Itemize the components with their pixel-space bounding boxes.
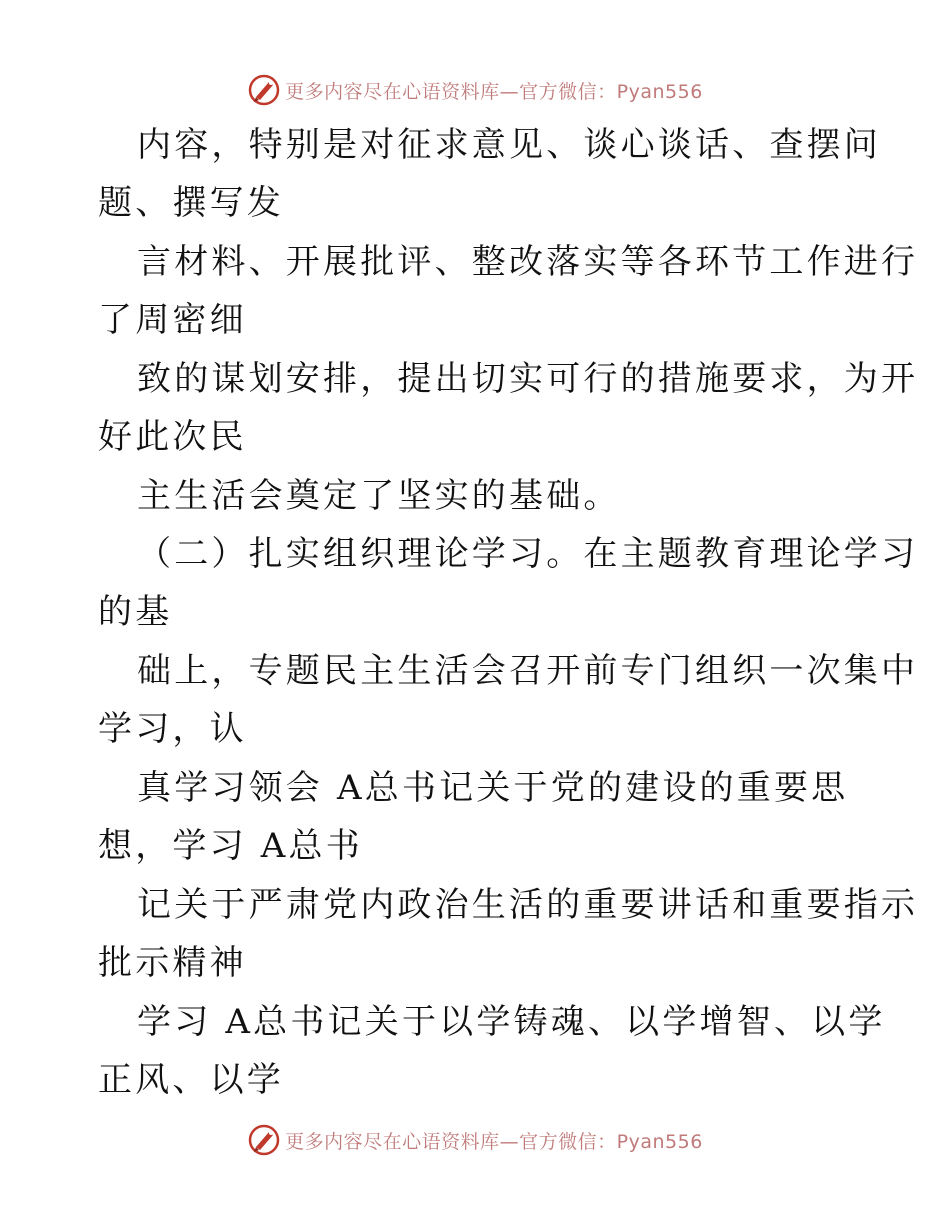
- pen-logo-icon: [247, 73, 281, 107]
- header-watermark-text: 更多内容尽在心语资料库—官方微信：Pyan556: [285, 80, 703, 103]
- body-line: 言材料、开展批评、整改落实等各环节工作进行: [137, 242, 919, 282]
- body-line: 好此次民: [98, 417, 247, 457]
- body-line: 正风、以学: [98, 1060, 284, 1100]
- body-line: 础上，专题民主生活会召开前专门组织一次集中: [137, 651, 919, 691]
- body-line: 学习，认: [98, 709, 247, 749]
- body-line: 批示精神: [98, 943, 247, 983]
- footer-watermark: [0, 1120, 950, 1160]
- body-line: 想，学习 A总书: [98, 826, 363, 866]
- body-line: 题、撰写发: [98, 183, 284, 223]
- body-line: 真学习领会 A总书记关于党的建设的重要思: [137, 768, 849, 808]
- body-line: 记关于严肃党内政治生活的重要讲话和重要指示: [137, 885, 919, 925]
- pen-logo-icon: [247, 1123, 281, 1157]
- body-line: 主生活会奠定了坚实的基础。: [137, 476, 621, 516]
- body-line: 学习 A总书记关于以学铸魂、以学增智、以学: [137, 1002, 886, 1042]
- body-line: 了周密细: [98, 300, 247, 340]
- body-line: （二）扎实组织理论学习。在主题教育理论学习: [137, 534, 919, 574]
- body-line: 内容，特别是对征求意见、谈心谈话、查摆问: [137, 125, 881, 165]
- header-watermark: [0, 70, 950, 110]
- body-line: 的基: [98, 592, 173, 632]
- body-line: 致的谋划安排，提出切实可行的措施要求，为开: [137, 359, 919, 399]
- footer-watermark-text: 更多内容尽在心语资料库—官方微信：Pyan556: [285, 1130, 703, 1153]
